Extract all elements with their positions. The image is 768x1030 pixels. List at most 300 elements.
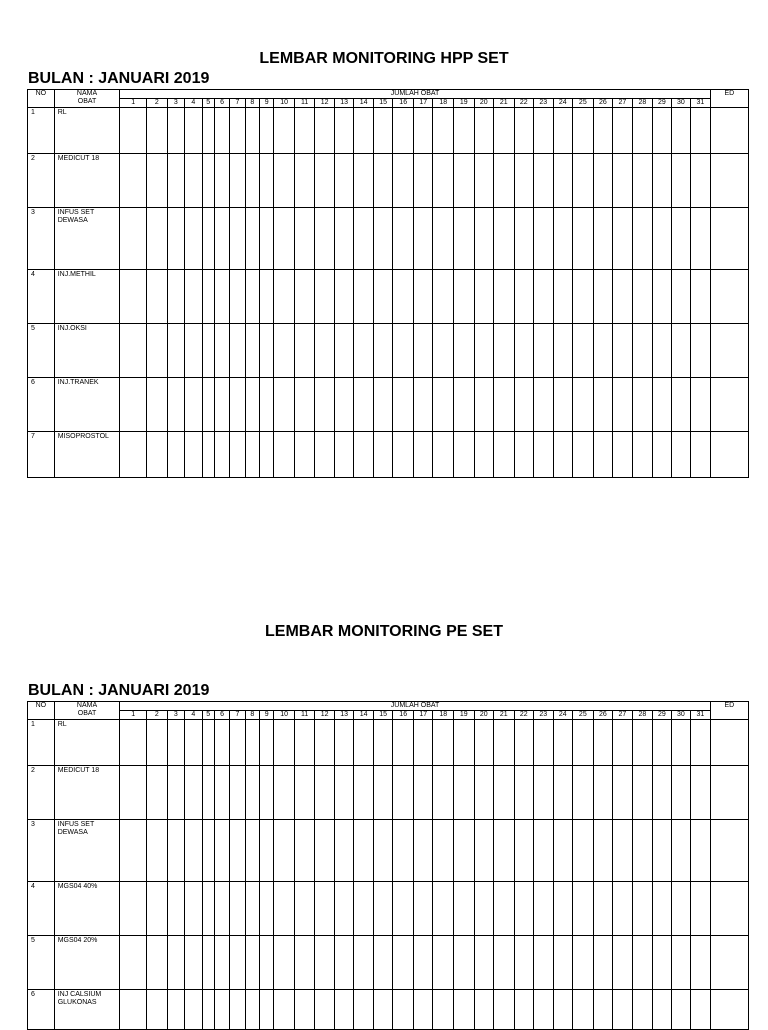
day-cell: [632, 720, 653, 766]
day-cell: [294, 936, 315, 990]
day-header: 6: [214, 99, 229, 108]
day-header: 24: [553, 99, 573, 108]
day-cell: [413, 378, 433, 432]
day-cell: [671, 720, 691, 766]
day-cell: [653, 154, 671, 208]
drug-name: MEDICUT 18: [54, 154, 120, 208]
drug-name: INJ.METHIL: [54, 270, 120, 324]
day-cell: [354, 766, 374, 820]
day-cell: [294, 108, 315, 154]
day-cell: [573, 936, 594, 990]
day-cell: [514, 820, 534, 882]
row-number: 5: [28, 936, 55, 990]
day-cell: [167, 324, 184, 378]
day-cell: [274, 324, 295, 378]
expiry-cell: [710, 108, 748, 154]
expiry-cell: [710, 324, 748, 378]
day-cell: [245, 108, 259, 154]
day-header: 14: [354, 711, 374, 720]
day-cell: [632, 270, 653, 324]
day-cell: [167, 208, 184, 270]
day-cell: [185, 108, 202, 154]
drug-name: MEDICUT 18: [54, 766, 120, 820]
day-cell: [691, 208, 711, 270]
day-cell: [393, 154, 414, 208]
day-cell: [454, 108, 475, 154]
day-cell: [671, 766, 691, 820]
table-row: [28, 208, 749, 270]
drug-name: RL: [54, 108, 120, 154]
day-cell: [315, 270, 335, 324]
day-cell: [433, 378, 454, 432]
expiry-cell: [710, 154, 748, 208]
day-cell: [632, 882, 653, 936]
day-cell: [214, 820, 229, 882]
day-cell: [260, 378, 274, 432]
day-cell: [632, 936, 653, 990]
day-header: 20: [474, 711, 494, 720]
day-cell: [245, 208, 259, 270]
day-cell: [334, 324, 354, 378]
day-cell: [433, 882, 454, 936]
day-cell: [613, 936, 633, 990]
day-header: 25: [573, 711, 594, 720]
day-header: 3: [167, 99, 184, 108]
day-cell: [653, 882, 671, 936]
row-number: 6: [28, 378, 55, 432]
day-header: 6: [214, 711, 229, 720]
day-cell: [373, 720, 393, 766]
hpp-month-label: BULAN : JANUARI 2019: [28, 70, 210, 87]
day-cell: [553, 324, 573, 378]
day-cell: [534, 270, 554, 324]
day-cell: [553, 378, 573, 432]
day-header: 12: [315, 711, 335, 720]
day-cell: [613, 720, 633, 766]
day-cell: [147, 324, 168, 378]
day-cell: [260, 820, 274, 882]
day-cell: [494, 378, 515, 432]
day-cell: [433, 154, 454, 208]
day-cell: [274, 208, 295, 270]
day-header: 13: [334, 99, 354, 108]
day-header: 20: [474, 99, 494, 108]
day-cell: [120, 108, 147, 154]
expiry-cell: [710, 936, 748, 990]
day-cell: [494, 820, 515, 882]
day-cell: [671, 108, 691, 154]
day-cell: [534, 820, 554, 882]
table-row: [28, 720, 749, 766]
day-cell: [274, 378, 295, 432]
day-cell: [534, 154, 554, 208]
day-cell: [454, 820, 475, 882]
day-cell: [185, 720, 202, 766]
day-cell: [120, 324, 147, 378]
day-cell: [147, 936, 168, 990]
day-cell: [433, 820, 454, 882]
day-cell: [433, 936, 454, 990]
day-cell: [593, 208, 613, 270]
day-cell: [393, 324, 414, 378]
day-cell: [230, 936, 245, 990]
day-cell: [334, 270, 354, 324]
header-no: NO: [28, 702, 55, 720]
day-cell: [393, 766, 414, 820]
day-cell: [334, 432, 354, 478]
day-cell: [294, 324, 315, 378]
expiry-cell: [710, 766, 748, 820]
day-cell: [373, 154, 393, 208]
day-cell: [185, 378, 202, 432]
day-cell: [120, 720, 147, 766]
day-cell: [167, 270, 184, 324]
expiry-cell: [710, 378, 748, 432]
day-cell: [632, 432, 653, 478]
day-cell: [454, 270, 475, 324]
day-cell: [167, 720, 184, 766]
day-cell: [120, 208, 147, 270]
day-cell: [653, 720, 671, 766]
drug-name: INJ.OKSI: [54, 324, 120, 378]
expiry-cell: [710, 208, 748, 270]
day-cell: [214, 766, 229, 820]
drug-name: RL: [54, 720, 120, 766]
day-cell: [147, 766, 168, 820]
day-header: 8: [245, 711, 259, 720]
day-cell: [671, 208, 691, 270]
day-cell: [653, 432, 671, 478]
day-cell: [494, 108, 515, 154]
day-cell: [185, 936, 202, 990]
day-cell: [260, 882, 274, 936]
day-cell: [260, 108, 274, 154]
day-cell: [373, 766, 393, 820]
day-cell: [260, 270, 274, 324]
day-cell: [354, 108, 374, 154]
pe-sheet-title: LEMBAR MONITORING PE SET: [265, 623, 503, 640]
day-cell: [691, 108, 711, 154]
day-cell: [185, 766, 202, 820]
day-cell: [691, 820, 711, 882]
day-cell: [474, 432, 494, 478]
expiry-cell: [710, 882, 748, 936]
day-cell: [671, 270, 691, 324]
day-cell: [245, 820, 259, 882]
pe-month-label: BULAN : JANUARI 2019: [28, 682, 210, 699]
day-cell: [573, 720, 594, 766]
day-cell: [315, 208, 335, 270]
header-no: NO: [28, 90, 55, 108]
day-cell: [454, 720, 475, 766]
day-cell: [413, 936, 433, 990]
day-cell: [474, 208, 494, 270]
day-header: 17: [413, 711, 433, 720]
row-number: 4: [28, 882, 55, 936]
day-cell: [494, 324, 515, 378]
day-cell: [230, 432, 245, 478]
day-cell: [553, 882, 573, 936]
day-cell: [413, 432, 433, 478]
day-header: 11: [294, 711, 315, 720]
day-cell: [260, 720, 274, 766]
day-header: 12: [315, 99, 335, 108]
day-cell: [671, 154, 691, 208]
day-cell: [167, 154, 184, 208]
day-cell: [474, 936, 494, 990]
day-cell: [245, 936, 259, 990]
day-cell: [214, 378, 229, 432]
day-header: 28: [632, 711, 653, 720]
day-cell: [691, 270, 711, 324]
day-cell: [494, 432, 515, 478]
day-cell: [553, 108, 573, 154]
day-cell: [202, 432, 214, 478]
day-header: 28: [632, 99, 653, 108]
day-cell: [245, 270, 259, 324]
day-cell: [245, 882, 259, 936]
day-header: 30: [671, 99, 691, 108]
day-cell: [202, 882, 214, 936]
day-header: 26: [593, 711, 613, 720]
header-quantity: JUMLAH OBAT: [120, 90, 710, 99]
day-cell: [147, 432, 168, 478]
expiry-cell: [710, 820, 748, 882]
header-quantity: JUMLAH OBAT: [120, 702, 710, 711]
day-header: 7: [230, 711, 245, 720]
drug-name: MGS04 20%: [54, 936, 120, 990]
drug-name: INFUS SET DEWASA: [54, 208, 120, 270]
day-header: 25: [573, 99, 594, 108]
day-cell: [593, 720, 613, 766]
day-cell: [167, 378, 184, 432]
day-cell: [514, 882, 534, 936]
day-cell: [274, 154, 295, 208]
day-cell: [354, 324, 374, 378]
day-cell: [494, 882, 515, 936]
day-cell: [245, 324, 259, 378]
table-row: [28, 378, 749, 432]
day-cell: [474, 766, 494, 820]
day-cell: [167, 432, 184, 478]
day-header: 1: [120, 711, 147, 720]
day-header: 16: [393, 711, 414, 720]
day-cell: [120, 820, 147, 882]
day-cell: [653, 766, 671, 820]
day-cell: [214, 432, 229, 478]
day-cell: [202, 820, 214, 882]
day-cell: [214, 720, 229, 766]
day-cell: [167, 820, 184, 882]
day-cell: [120, 766, 147, 820]
day-cell: [632, 766, 653, 820]
day-cell: [671, 378, 691, 432]
day-header: 19: [454, 99, 475, 108]
day-cell: [514, 936, 534, 990]
row-number: 5: [28, 324, 55, 378]
day-cell: [120, 270, 147, 324]
day-cell: [653, 270, 671, 324]
day-cell: [433, 324, 454, 378]
day-cell: [334, 208, 354, 270]
day-cell: [167, 108, 184, 154]
day-cell: [653, 378, 671, 432]
day-cell: [671, 432, 691, 478]
day-header: 26: [593, 99, 613, 108]
day-cell: [260, 766, 274, 820]
day-cell: [593, 270, 613, 324]
day-cell: [294, 720, 315, 766]
day-cell: [120, 154, 147, 208]
day-header: 31: [691, 99, 711, 108]
day-cell: [494, 154, 515, 208]
day-header: 4: [185, 711, 202, 720]
day-cell: [354, 208, 374, 270]
day-cell: [393, 378, 414, 432]
day-cell: [185, 432, 202, 478]
day-header: 3: [167, 711, 184, 720]
pe-monitoring-table: [27, 701, 749, 1030]
day-cell: [494, 720, 515, 766]
day-cell: [691, 766, 711, 820]
row-number: 2: [28, 766, 55, 820]
day-cell: [454, 154, 475, 208]
day-cell: [671, 324, 691, 378]
day-cell: [454, 208, 475, 270]
day-cell: [534, 324, 554, 378]
day-cell: [167, 936, 184, 990]
day-cell: [534, 378, 554, 432]
table-row: [28, 270, 749, 324]
day-header: 5: [202, 99, 214, 108]
day-cell: [373, 270, 393, 324]
row-number: 1: [28, 720, 55, 766]
day-cell: [553, 154, 573, 208]
row-number: 2: [28, 154, 55, 208]
day-cell: [593, 324, 613, 378]
table-row: [28, 936, 749, 990]
day-cell: [413, 270, 433, 324]
day-cell: [354, 720, 374, 766]
day-cell: [315, 324, 335, 378]
day-cell: [147, 208, 168, 270]
day-cell: [334, 766, 354, 820]
day-header: 8: [245, 99, 259, 108]
day-cell: [230, 324, 245, 378]
day-cell: [514, 108, 534, 154]
day-cell: [274, 820, 295, 882]
day-cell: [274, 108, 295, 154]
day-cell: [185, 270, 202, 324]
day-cell: [334, 108, 354, 154]
day-cell: [260, 324, 274, 378]
drug-name: INJ.TRANEK: [54, 378, 120, 432]
day-cell: [593, 432, 613, 478]
day-header: 9: [260, 99, 274, 108]
day-header: 27: [613, 711, 633, 720]
header-expiry: ED: [710, 702, 748, 720]
drug-name: MGS04 40%: [54, 882, 120, 936]
day-cell: [413, 720, 433, 766]
day-cell: [373, 936, 393, 990]
day-cell: [474, 270, 494, 324]
day-cell: [260, 432, 274, 478]
day-cell: [230, 378, 245, 432]
day-header: 24: [553, 711, 573, 720]
day-cell: [671, 882, 691, 936]
day-cell: [354, 820, 374, 882]
day-cell: [613, 208, 633, 270]
day-cell: [393, 108, 414, 154]
day-cell: [413, 820, 433, 882]
day-cell: [534, 766, 554, 820]
day-cell: [202, 208, 214, 270]
day-cell: [245, 766, 259, 820]
day-cell: [553, 720, 573, 766]
day-cell: [315, 882, 335, 936]
day-cell: [454, 766, 475, 820]
day-header: 11: [294, 99, 315, 108]
day-cell: [393, 208, 414, 270]
day-cell: [202, 108, 214, 154]
day-cell: [202, 936, 214, 990]
day-cell: [373, 378, 393, 432]
day-cell: [653, 936, 671, 990]
day-cell: [147, 882, 168, 936]
day-cell: [494, 766, 515, 820]
header-drug-name: NAMA OBAT: [54, 90, 120, 108]
day-cell: [202, 766, 214, 820]
day-cell: [433, 270, 454, 324]
day-cell: [373, 432, 393, 478]
day-cell: [413, 766, 433, 820]
day-cell: [354, 154, 374, 208]
day-cell: [534, 936, 554, 990]
day-cell: [494, 936, 515, 990]
day-cell: [354, 270, 374, 324]
day-header: 27: [613, 99, 633, 108]
day-cell: [593, 108, 613, 154]
day-cell: [454, 882, 475, 936]
day-cell: [433, 432, 454, 478]
day-header: 5: [202, 711, 214, 720]
day-cell: [214, 208, 229, 270]
day-cell: [413, 208, 433, 270]
day-cell: [167, 882, 184, 936]
day-cell: [230, 882, 245, 936]
day-cell: [274, 936, 295, 990]
day-cell: [230, 154, 245, 208]
day-cell: [474, 108, 494, 154]
day-cell: [573, 324, 594, 378]
day-header: 23: [534, 99, 554, 108]
day-cell: [553, 432, 573, 478]
day-cell: [315, 766, 335, 820]
day-cell: [120, 882, 147, 936]
row-number: 3: [28, 820, 55, 882]
day-cell: [573, 270, 594, 324]
day-cell: [573, 208, 594, 270]
day-cell: [315, 432, 335, 478]
day-header: 14: [354, 99, 374, 108]
day-cell: [613, 432, 633, 478]
day-cell: [294, 766, 315, 820]
table-row: [28, 882, 749, 936]
day-cell: [553, 820, 573, 882]
day-cell: [691, 882, 711, 936]
day-cell: [691, 154, 711, 208]
day-cell: [553, 936, 573, 990]
